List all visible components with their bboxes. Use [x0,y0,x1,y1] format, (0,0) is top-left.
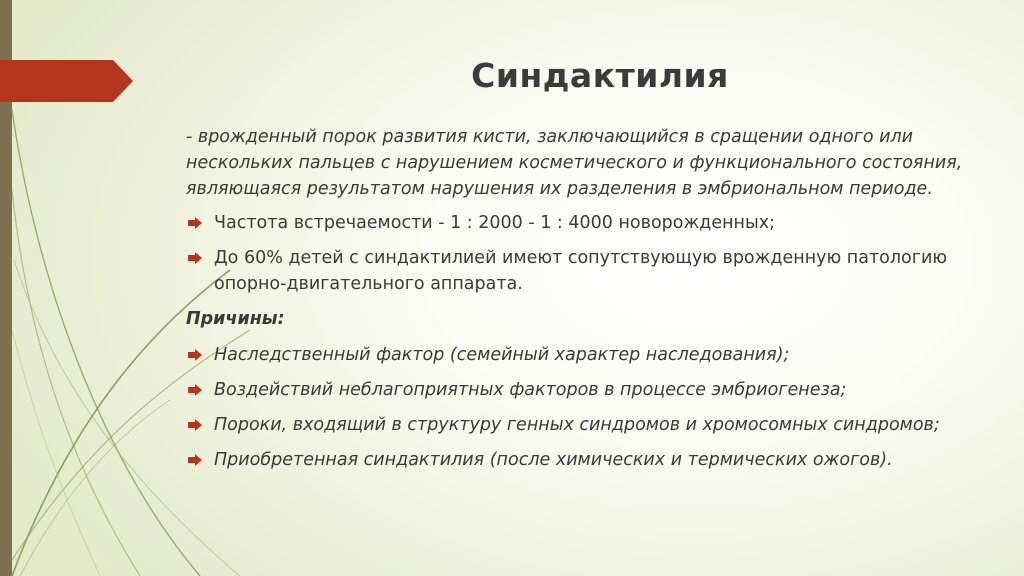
fact-item [186,245,986,297]
arrow-right-icon [188,252,202,264]
arrow-right-icon [188,349,202,361]
cause-item [186,412,986,438]
accent-arrow-tab [0,60,133,102]
arrow-right-icon [188,217,202,229]
arrow-right-icon [188,384,202,396]
cause-item [186,377,986,403]
cause-item [186,447,986,473]
fact-text: До 60% детей с синдактилией имеют сопутствующую врожденную патологию опорно-двигательного аппарата. [214,248,948,294]
arrow-right-icon [188,419,202,431]
cause-text: Наследственный фактор (семейный характер наследования); [214,345,790,365]
causes-heading: Причины: [186,309,285,329]
fact-item [186,210,986,236]
definition-text: - врожденный порок развития кисти, заключающийся в сращении одного или нескольких пальцев с нарушением косметического и функционального состояния, являющаяся результатом нарушения их разделения в эмбриональном периоде. [186,127,963,199]
cause-text: Воздействий неблагоприятных факторов в процессе эмбриогенеза; [214,380,847,400]
fact-text: Частота встречаемости - 1 : 2000 - 1 : 4000 новорожденных; [214,213,776,233]
slide-content [186,124,986,482]
accent-arrow-shape [0,60,133,102]
cause-item [186,342,986,368]
cause-text: Приобретенная синдактилия (после химических и термических ожогов). [214,450,893,470]
arrow-right-icon [188,454,202,466]
slide-title: Синдактилия [471,56,729,95]
cause-text: Пороки, входящий в структуру генных синдромов и хромосомных синдромов; [214,415,940,435]
